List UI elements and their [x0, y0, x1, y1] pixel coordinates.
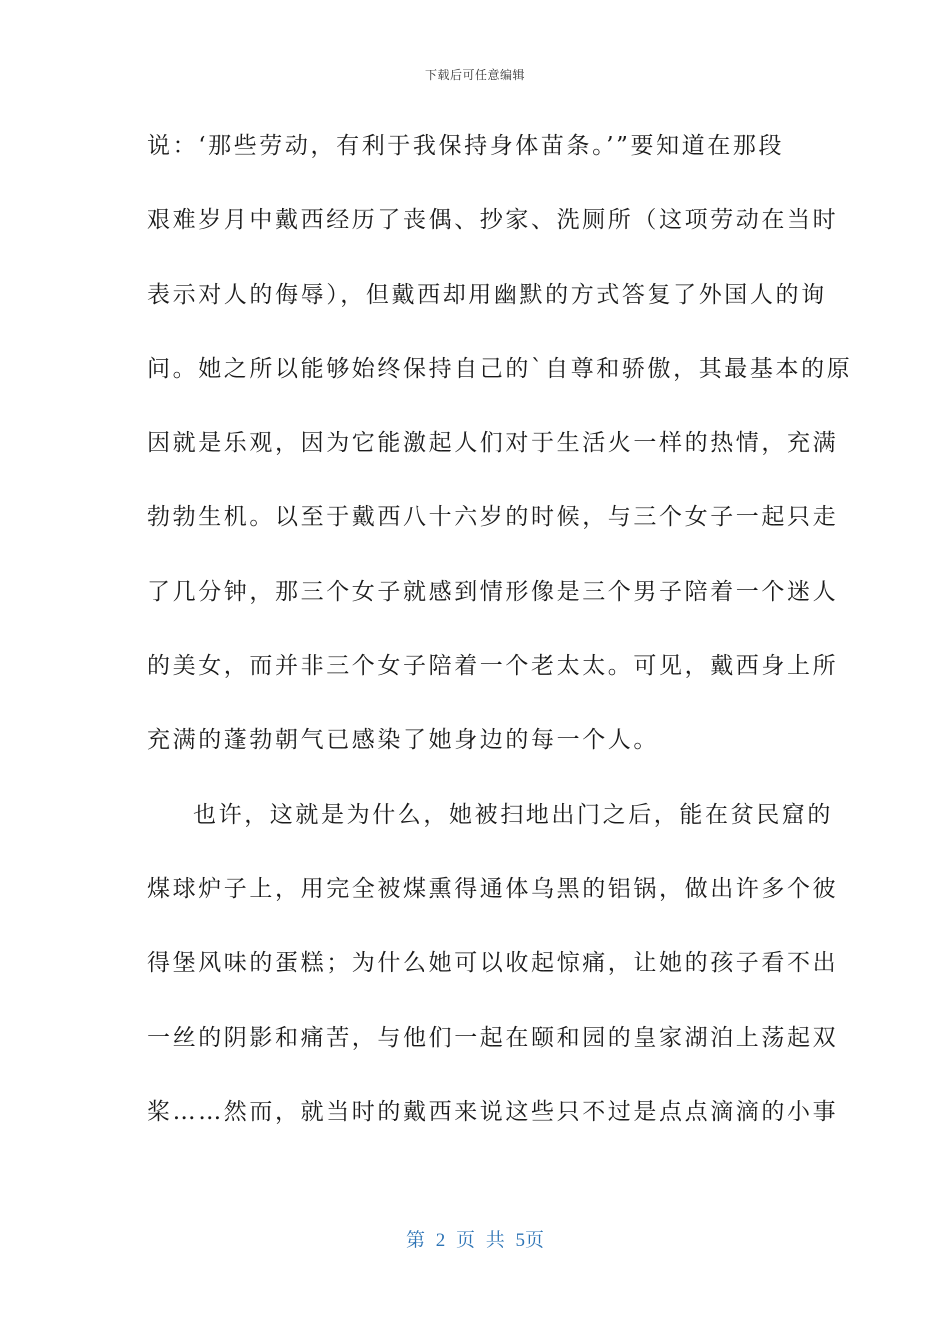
text-line: 了几分钟，那三个女子就感到情形像是三个男子陪着一个迷人	[147, 578, 839, 605]
text-line: 问。她之所以能够始终保持自己的`自尊和骄傲，其最基本的原	[147, 355, 853, 382]
text-line: 得堡风味的蛋糕；为什么她可以收起惊痛，让她的孩子看不出	[147, 950, 839, 977]
text-line: 艰难岁月中戴西经历了丧偶、抄家、洗厕所（这项劳动在当时	[147, 207, 839, 234]
text-line: 表示对人的侮辱），但戴西却用幽默的方式答复了外国人的询	[147, 281, 827, 308]
header-note: 下载后可任意编辑	[424, 68, 525, 82]
text-line: 桨……然而，就当时的戴西来说这些只不过是点点滴滴的小事	[147, 1098, 839, 1125]
text-line: 勃勃生机。以至于戴西八十六岁的时候，与三个女子一起只走	[147, 504, 839, 531]
text-line: 煤球炉子上，用完全被煤熏得通体乌黑的铝锅，做出许多个彼	[147, 875, 839, 902]
text-line: 一丝的阴影和痛苦，与他们一起在颐和园的皇家湖泊上荡起双	[147, 1024, 839, 1051]
text-line: 说：‘那些劳动，有利于我保持身体苗条。’”要知道在那段	[147, 133, 785, 159]
paragraph-start-line: 也许，这就是为什么，她被扫地出门之后，能在贫民窟的	[193, 801, 833, 828]
text-line: 的美女，而并非三个女子陪着一个老太太。可见，戴西身上所	[147, 653, 839, 680]
text-line: 因就是乐观，因为它能激起人们对于生活火一样的热情，充满	[147, 430, 839, 457]
page-number-footer: 第 2 页 共 5页	[405, 1230, 544, 1251]
document-body	[147, 120, 853, 1160]
text-line: 充满的蓬勃朝气已感染了她身边的每一个人。	[147, 727, 659, 754]
